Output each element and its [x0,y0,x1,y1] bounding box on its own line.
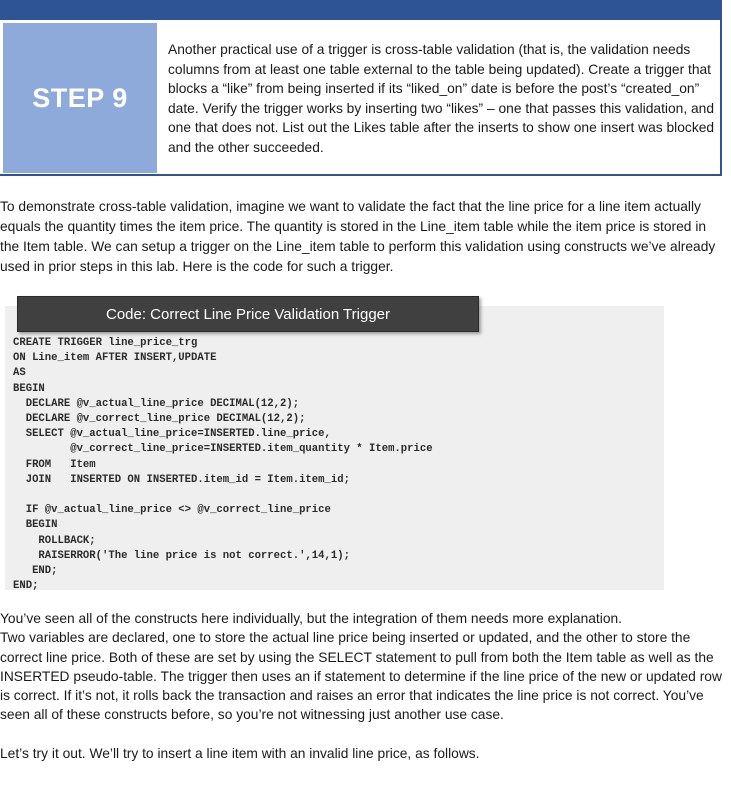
code-line: BEGIN [13,382,45,395]
explanation-paragraph [0,609,722,725]
code-line: ON Line_item AFTER INSERT,UPDATE [13,352,217,365]
code-line: JOIN INSERTED ON INSERTED.item_id = Item.item_id; [13,473,350,486]
code-title: Code: Correct Line Price Validation Trigger [105,305,391,323]
code-line: DECLARE @v_actual_line_price DECIMAL(12,2); [13,397,300,410]
code-panel [5,305,664,593]
header-bar [0,0,722,20]
intro-paragraph: To demonstrate cross-table validation, imagine we want to validate the fact that the line price for a line item actually equals the quantity times the item price. The quantity is stored in the Line_item table while the item price is stored in the Item table. We can setup a trigger on the Line_item table to perform this validation using constructs we’ve already used in prior steps in this lab. Here is the code for such a trigger. [0,199,716,274]
explanation-body: Two variables are declared, one to store the actual line price being inserted or updated, and the other to store the correct line price. Both of these are set by using the SELECT statement to pull from both the Item table as well as the INSERTED pseudo-table. The trigger then uses an if statement to determine if the line price of the new or updated row is correct. If it’s not, it rolls back the transaction and raises an error that indicates the line price is not correct. You’ve seen all of these constructs before, so you’re not witnessing just another use case. [0,630,722,723]
explanation-lead: You’ve seen all of the constructs here individually, but the integration of them needs more explanation. [0,611,623,626]
step-instructions: Another practical use of a trigger is cross-table validation (that is, the validation needs columns from at least one table external to the table being updated). Create a trigger that blocks a “like” from being inserted if its “liked_on” date is before the post’s “created_on” date. Verify the trigger works by inserting two “likes” – one that passes this validation, and one that does not. List out the Likes table after the inserts to show one insert was blocked and the other succeeded. [168,42,715,155]
code-line: SELECT @v_actual_line_price=INSERTED.line_price, [13,428,331,441]
code-block [13,336,433,594]
code-line: END; [13,565,58,578]
code-line: END; [13,580,39,593]
code-line: @v_correct_line_price=INSERTED.item_quantity * Item.price [13,443,433,456]
code-line: ROLLBACK; [13,534,96,547]
code-line: FROM Item [13,458,96,471]
code-line: RAISERROR('The line price is not correct.',14,1); [13,549,350,562]
try-it-paragraph [0,744,722,763]
step-callout [0,20,722,176]
code-title-bar [17,296,479,332]
code-line: CREATE TRIGGER line_price_trg [13,337,198,349]
code-line: BEGIN [13,519,58,532]
step-label-box [3,23,157,173]
try-it-text: Let’s try it out. We’ll try to insert a line item with an invalid line price, as follows. [0,746,480,761]
code-line: AS [13,367,26,380]
step-label: STEP 9 [32,82,128,113]
code-line: IF @v_actual_line_price <> @v_correct_line_price [13,504,331,517]
code-line: DECLARE @v_correct_line_price DECIMAL(12,2); [13,413,306,426]
